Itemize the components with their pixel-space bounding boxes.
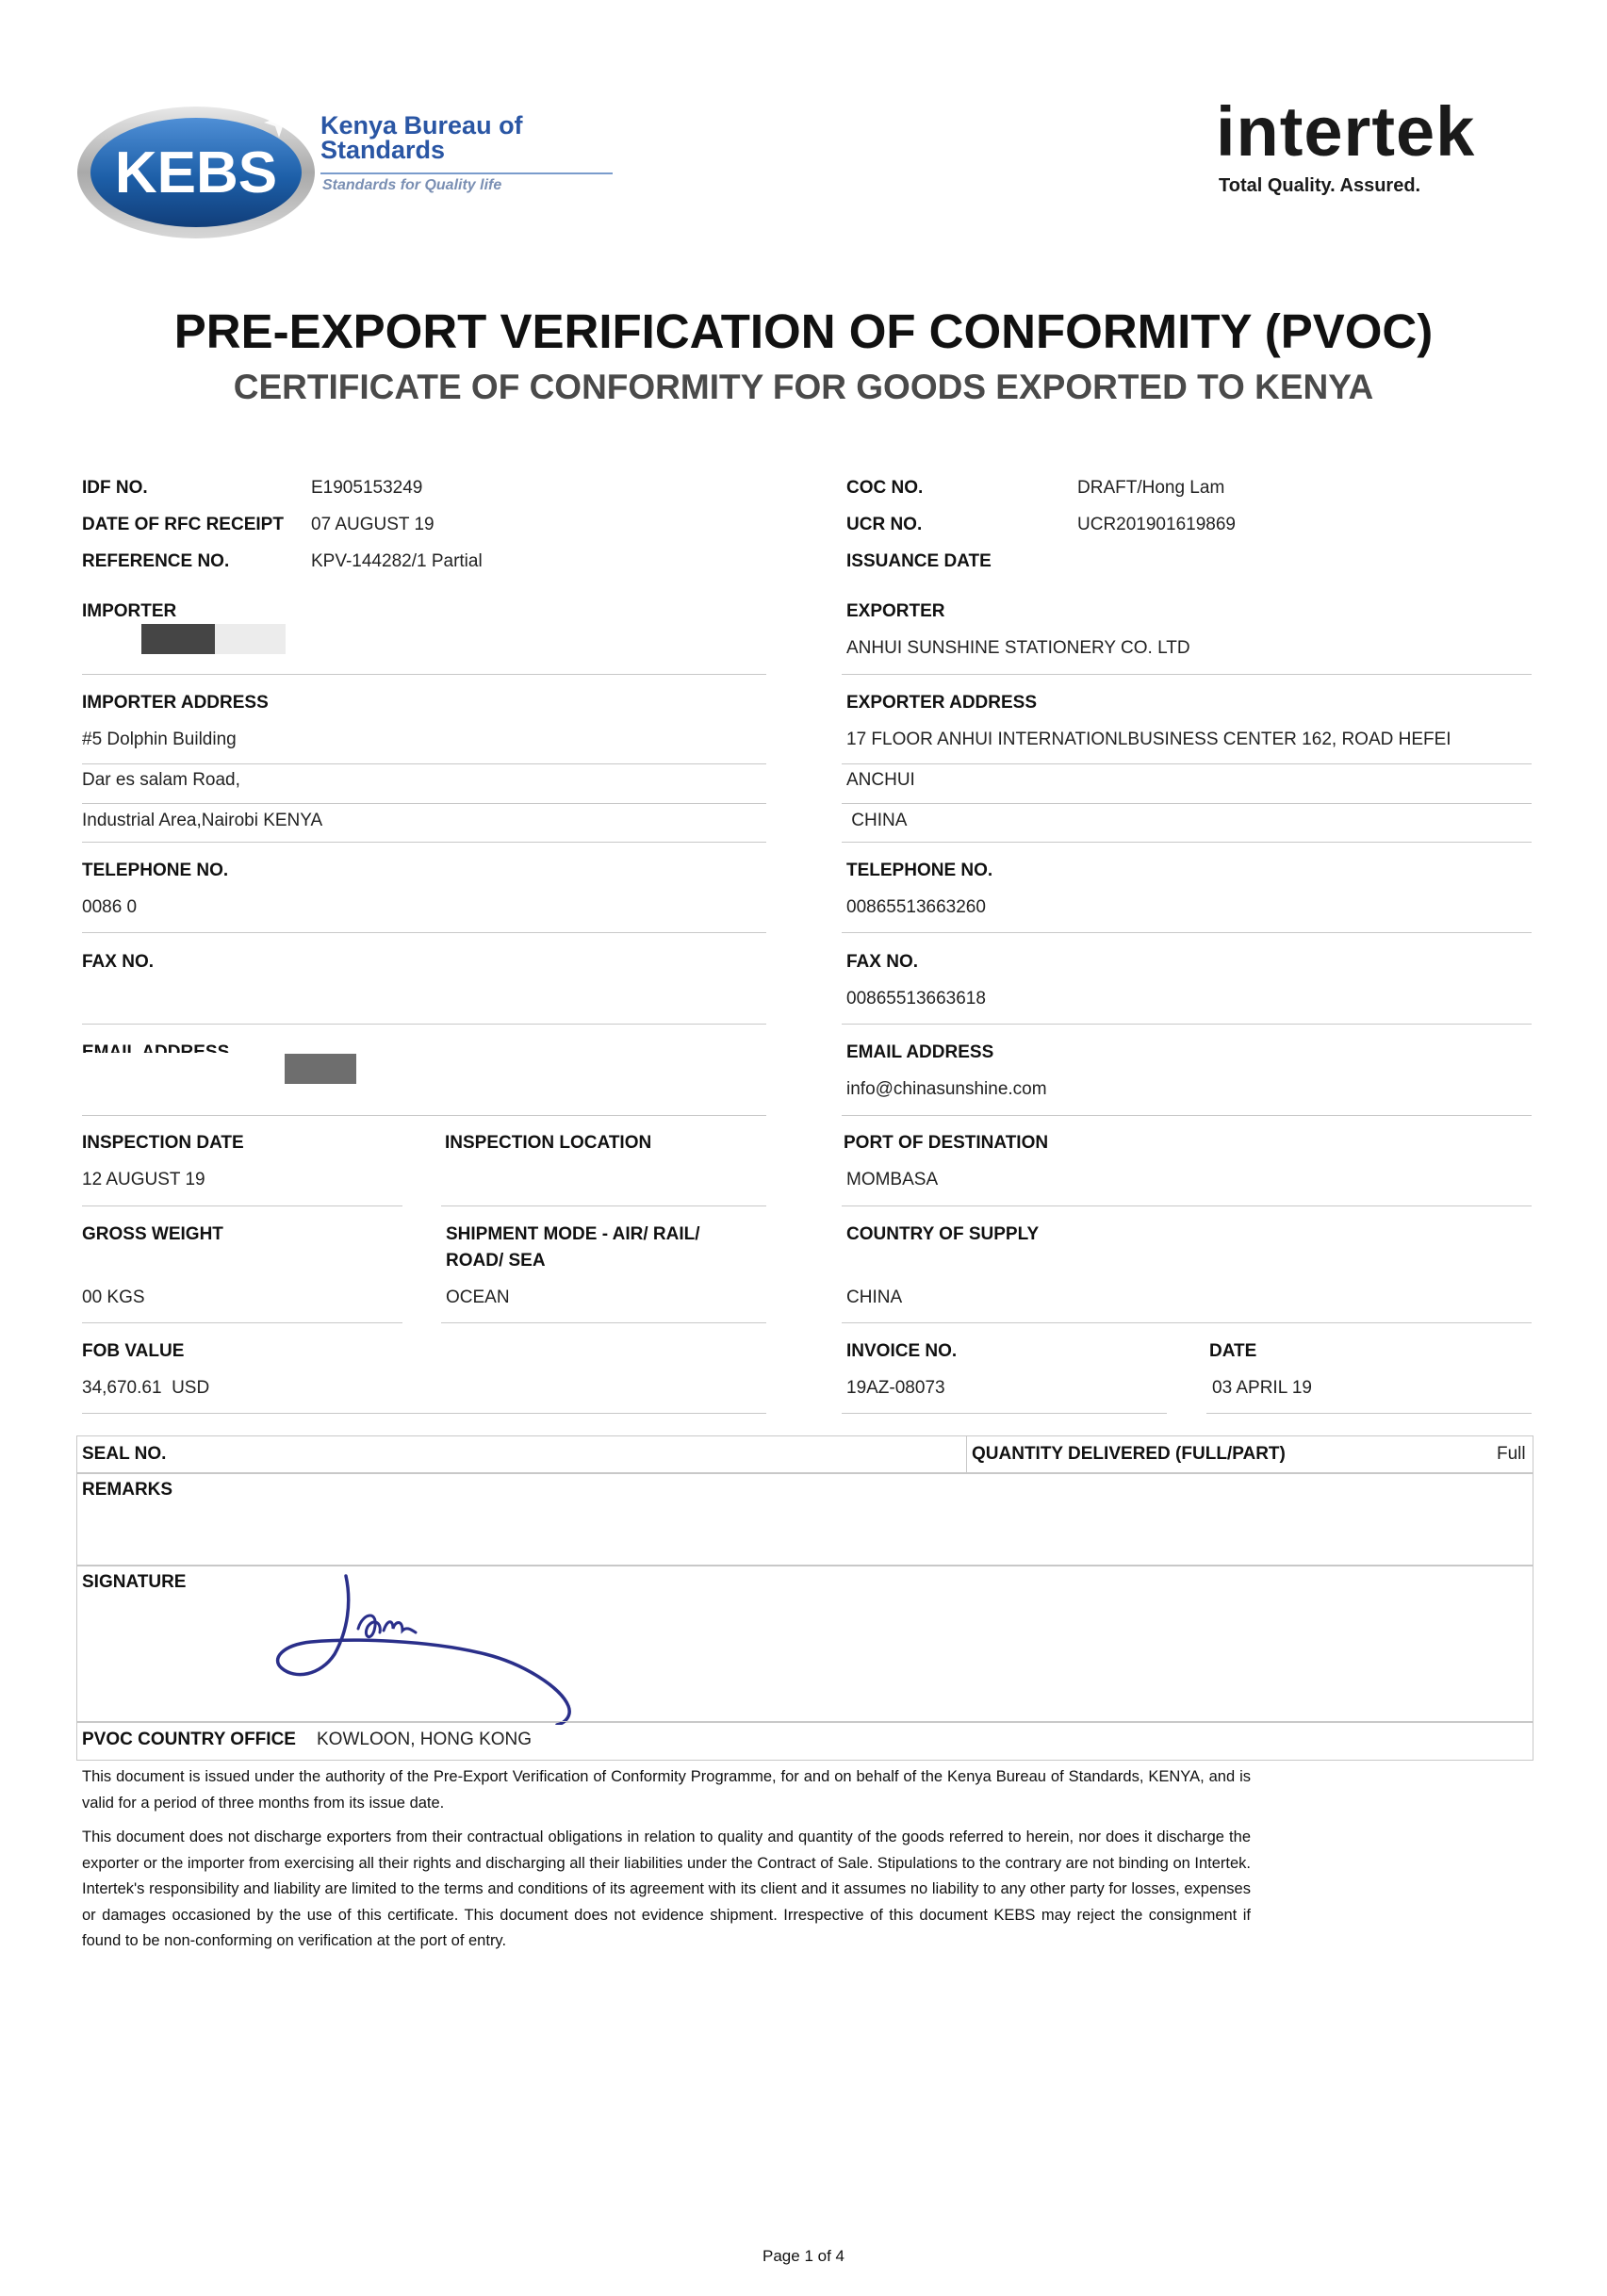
page-number: Page 1 of 4 <box>763 2247 844 2265</box>
port-destination: MOMBASA <box>846 1170 939 1189</box>
issuance-date-label: ISSUANCE DATE <box>846 551 992 571</box>
importer-address-line: #5 Dolphin Building <box>82 730 237 749</box>
fob-value: 34,670.61 USD <box>82 1378 210 1398</box>
intertek-logo <box>1216 94 1527 207</box>
signature-label: SIGNATURE <box>82 1572 187 1592</box>
shipment-mode: OCEAN <box>446 1287 510 1307</box>
coc-value: DRAFT/Hong Lam <box>1077 478 1225 498</box>
quantity-delivered-value: Full <box>1497 1444 1526 1464</box>
exporter-address-line: 17 FLOOR ANHUI INTERNATIONLBUSINESS CENTER 162, ROAD HEFEI <box>846 730 1451 749</box>
exporter-telephone-label: TELEPHONE NO. <box>846 861 993 880</box>
exporter-address-line: ANCHUI <box>846 770 915 790</box>
exporter-address-label: EXPORTER ADDRESS <box>846 693 1037 713</box>
quantity-delivered-label: QUANTITY DELIVERED (FULL/PART) <box>972 1444 1286 1464</box>
idf-label: IDF NO. <box>82 478 148 498</box>
exporter-address-line: CHINA <box>846 811 908 830</box>
invoice-label: INVOICE NO. <box>846 1341 958 1361</box>
country-supply-label: COUNTRY OF SUPPLY <box>846 1224 1040 1244</box>
ucr-label: UCR NO. <box>846 515 923 534</box>
inspection-date: 12 AUGUST 19 <box>82 1170 205 1189</box>
exporter-name: ANHUI SUNSHINE STATIONERY CO. LTD <box>846 638 1190 658</box>
rfc-date-value: 07 AUGUST 19 <box>311 515 435 534</box>
importer-label: IMPORTER <box>82 601 177 621</box>
kebs-oval-icon <box>75 102 320 243</box>
importer-telephone-label: TELEPHONE NO. <box>82 861 229 880</box>
intertek-tagline: Total Quality. Assured. <box>1219 175 1421 196</box>
page-subtitle: CERTIFICATE OF CONFORMITY FOR GOODS EXPORTED TO KENYA <box>233 368 1374 406</box>
svg-text:KEBS: KEBS <box>114 140 278 205</box>
remarks-box <box>76 1472 1533 1566</box>
kebs-tagline: Standards for Quality life <box>322 177 502 193</box>
idf-value: E1905153249 <box>311 478 423 498</box>
exporter-fax: 00865513663618 <box>846 989 986 1009</box>
importer-address-line: Industrial Area,Nairobi KENYA <box>82 811 323 830</box>
page-title: PRE-EXPORT VERIFICATION OF CONFORMITY (PVOC) <box>173 304 1434 358</box>
seal-label: SEAL NO. <box>82 1444 167 1464</box>
seal-quantity-row <box>76 1435 1533 1474</box>
exporter-email: info@chinasunshine.com <box>846 1079 1047 1099</box>
importer-telephone: 0086 0 <box>82 897 138 917</box>
gross-weight: 00 KGS <box>82 1287 145 1307</box>
pvoc-office-label: PVOC COUNTRY OFFICE <box>82 1730 296 1749</box>
exporter-label: EXPORTER <box>846 601 945 621</box>
rfc-date-label: DATE OF RFC RECEIPT <box>82 515 284 534</box>
reference-label: REFERENCE NO. <box>82 551 230 571</box>
exporter-fax-label: FAX NO. <box>846 952 919 972</box>
disclaimer-paragraph: This document is issued under the authority of the Pre-Export Verification of Conformity Programme, for and on behalf of the Kenya Bureau of Standards, KENYA, and is valid for a period of three months from its issue date. <box>82 1768 1251 1812</box>
importer-address-label: IMPORTER ADDRESS <box>82 693 269 713</box>
shipment-mode-label: SHIPMENT MODE - AIR/ RAIL/ <box>446 1224 700 1244</box>
invoice-value: 19AZ-08073 <box>846 1378 945 1398</box>
coc-label: COC NO. <box>846 478 924 498</box>
reference-value: KPV-144282/1 Partial <box>311 551 483 571</box>
redaction-block <box>141 624 215 654</box>
pvoc-office-value: KOWLOON, HONG KONG <box>317 1730 533 1749</box>
kebs-org-name: Kenya Bureau of Standards <box>320 111 523 164</box>
country-supply: CHINA <box>846 1287 903 1307</box>
shipment-mode-label: ROAD/ SEA <box>446 1251 546 1271</box>
importer-address-line: Dar es salam Road, <box>82 770 240 790</box>
port-destination-label: PORT OF DESTINATION <box>844 1133 1049 1153</box>
remarks-label: REMARKS <box>82 1480 173 1500</box>
handwritten-signature <box>269 1565 589 1725</box>
disclaimer-paragraph: This document does not discharge exporters from their contractual obligations in relation to quality and quantity of the goods referred to herein, nor does it discharge the exporter or the importer from exercising all their rights and discharging all their liabilities under the Contract of Sale. Stipulations to the contrary are not binding on Intertek. Intertek's responsibility and liability are limited to the terms and conditions of its agreement with its client and it assumes no liability to any other party for losses, expenses or damages occasioned by the use of this certificate. This document does not evidence shipment. Irrespective of this document KEBS may reject the consignment if found to be non-conforming on verification at the port of entry. <box>82 1829 1251 1949</box>
invoice-date-label: DATE <box>1209 1341 1257 1361</box>
inspection-location-label: INSPECTION LOCATION <box>445 1133 652 1153</box>
exporter-telephone: 00865513663260 <box>846 897 986 917</box>
redaction-block <box>215 624 286 654</box>
importer-fax-label: FAX NO. <box>82 952 155 972</box>
inspection-date-label: INSPECTION DATE <box>82 1133 244 1153</box>
redaction-block <box>285 1054 356 1084</box>
fob-label: FOB VALUE <box>82 1341 185 1361</box>
invoice-date: 03 APRIL 19 <box>1212 1378 1312 1398</box>
kebs-logo <box>75 102 547 243</box>
ucr-value: UCR201901619869 <box>1077 515 1236 534</box>
intertek-wordmark: intertek <box>1216 92 1476 171</box>
exporter-email-label: EMAIL ADDRESS <box>846 1042 994 1062</box>
gross-weight-label: GROSS WEIGHT <box>82 1224 223 1244</box>
